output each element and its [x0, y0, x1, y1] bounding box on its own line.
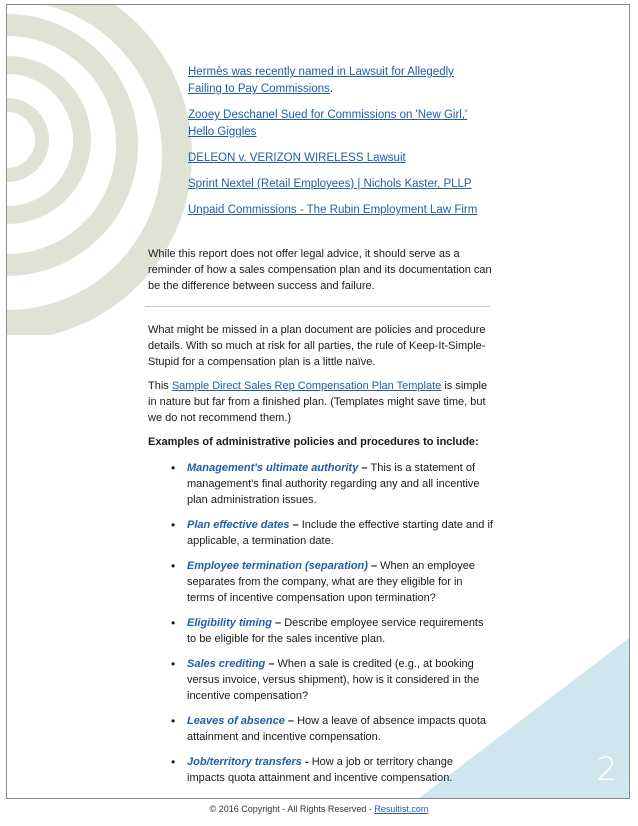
link-unpaid-commissions[interactable]: Unpaid Commissions - The Rubin Employment Law Firm	[188, 204, 478, 216]
paragraph-kiss: What might be missed in a plan document are policies and procedure details. With so much at risk for all parties, the rule of Keep-It-Simple-Stupid for a compensation plan is a little naïve.	[148, 324, 486, 368]
policies-heading: Examples of administrative policies and procedures to include:	[148, 436, 479, 448]
lawsuit-links-list	[188, 64, 488, 228]
link-item	[188, 150, 488, 167]
list-item	[148, 517, 493, 549]
policy-dash: –	[265, 658, 278, 670]
list-item	[148, 713, 493, 745]
link-item	[188, 64, 488, 98]
policy-term: Leaves of absence	[187, 715, 285, 727]
link-item	[188, 176, 488, 193]
policy-text: How a leave of absence impacts quota attainment and incentive compensation.	[187, 715, 487, 743]
intro-paragraph: While this report does not offer legal advice, it should serve as a reminder of how a sales compensation plan and its documentation can be the difference between success and failure.	[148, 248, 492, 292]
list-item	[148, 615, 493, 647]
policy-term: Job/territory transfers	[187, 756, 302, 768]
link-item	[188, 107, 488, 141]
policy-text: How a job or territory change impacts quota attainment and incentive compensation.	[187, 756, 453, 784]
policy-dash: –	[284, 715, 298, 727]
section-divider	[145, 306, 490, 307]
link-sample-plan-template[interactable]: Sample Direct Sales Rep Compensation Plan Template	[171, 380, 442, 392]
link-suffix: .	[329, 83, 334, 95]
policy-text: When a sale is credited (e.g., at booking versus invoice, versus shipment), how is it considered in the incentive compensation?	[187, 658, 480, 702]
list-item	[148, 460, 493, 508]
policy-dash: -	[301, 756, 312, 768]
policy-text: Describe employee service requirements to be eligible for the sales incentive plan.	[187, 617, 484, 645]
page-footer	[0, 804, 638, 814]
policy-term: Employee termination (separation)	[187, 560, 368, 572]
copyright-text: © 2016 Copyright - All Rights Reserved -	[209, 804, 375, 814]
policy-dash: –	[289, 519, 302, 531]
link-item	[188, 202, 488, 219]
list-item	[148, 558, 493, 606]
policy-term: Plan effective dates	[187, 519, 290, 531]
list-item	[148, 754, 493, 786]
page-number: 2	[596, 750, 617, 788]
policy-text: Include the effective starting date and if applicable, a termination date.	[187, 519, 493, 547]
policy-text: When an employee separates from the company, what are they eligible for in terms of incentive compensation upon termination?	[187, 560, 475, 604]
policy-dash: –	[271, 617, 285, 629]
policy-term: Eligibility timing	[187, 617, 272, 629]
paragraph-template	[148, 378, 493, 426]
link-zooey-deschanel[interactable]: Zooey Deschanel Sued for Commissions on 'New Girl,' Hello Giggles	[188, 109, 468, 138]
link-resultist[interactable]: Resultist.com	[374, 804, 429, 814]
text-span: This	[148, 380, 172, 392]
policy-dash: –	[367, 560, 381, 572]
policy-term: Management's ultimate authority	[187, 462, 359, 474]
policies-list	[148, 460, 493, 786]
link-hermes-lawsuit[interactable]: Hermès was recently named in Lawsuit for Allegedly Failing to Pay Commissions	[188, 66, 454, 95]
link-sprint-nextel[interactable]: Sprint Nextel (Retail Employees) | Nichols Kaster, PLLP	[188, 178, 472, 190]
text-span: is simple in nature but far from a finished plan. (Templates might save time, but we do not recommend them.)	[148, 380, 488, 424]
policy-dash: –	[358, 462, 371, 474]
policy-text: This is a statement of management's final authority regarding any and all incentive plan administration issues.	[187, 462, 480, 506]
list-item	[148, 656, 493, 704]
policy-term: Sales crediting	[187, 658, 266, 670]
policies-section	[148, 322, 493, 795]
link-deleon-verizon[interactable]: DELEON v. VERIZON WIRELESS Lawsuit	[188, 152, 406, 164]
